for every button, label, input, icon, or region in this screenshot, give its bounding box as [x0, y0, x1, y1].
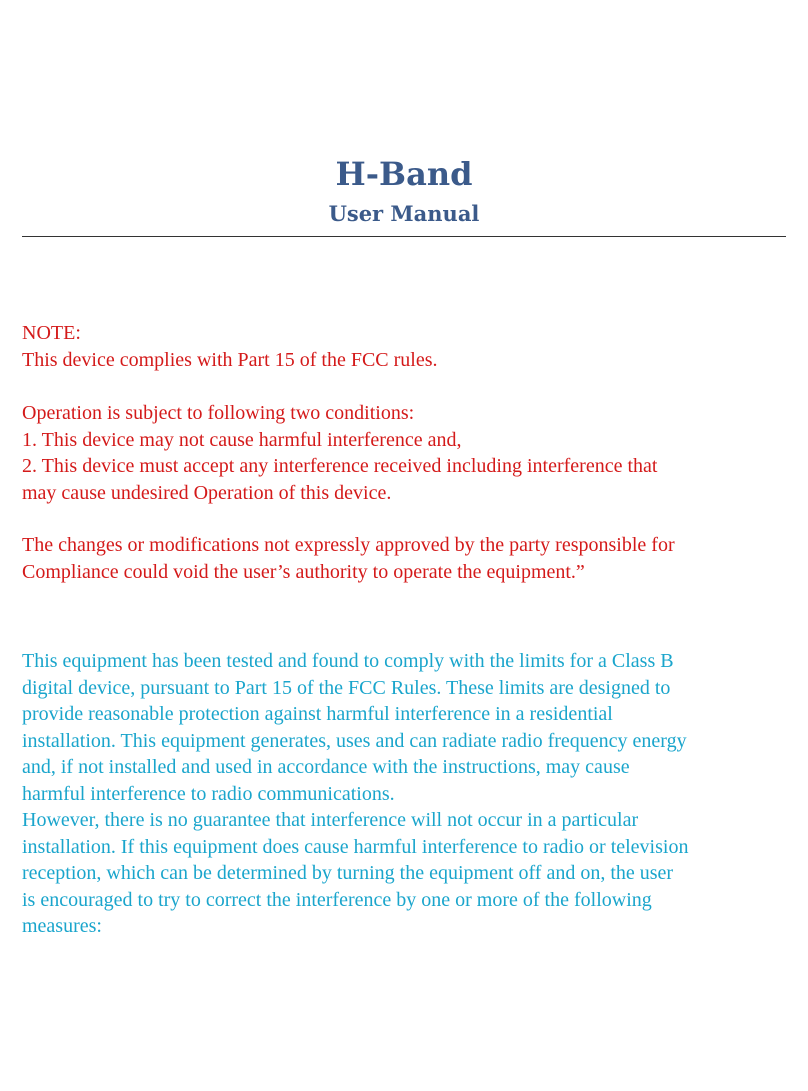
document-title: H-Band — [335, 155, 473, 193]
note-heading: NOTE: — [22, 322, 81, 344]
condition-item-2-line-1: 2. This device must accept any interference received including interference that — [22, 455, 658, 477]
header-divider — [22, 236, 786, 237]
class-b-statement-section — [22, 648, 792, 940]
class-b-line: harmful interference to radio communications. — [22, 782, 395, 805]
class-b-line: is encouraged to try to correct the interference by one or more of the following — [22, 888, 652, 911]
condition-item-2-line-2: may cause undesired Operation of this device. — [22, 481, 392, 504]
class-b-line: provide reasonable protection against harmful interference in a residential — [22, 703, 613, 725]
class-b-line: installation. If this equipment does cause harmful interference to radio or television — [22, 835, 689, 858]
note-compliance-line: This device complies with Part 15 of the FCC rules. — [22, 348, 438, 371]
class-b-line: and, if not installed and used in accordance with the instructions, may cause — [22, 756, 630, 778]
class-b-line: digital device, pursuant to Part 15 of the FCC Rules. These limits are designed to — [22, 676, 671, 699]
class-b-line: installation. This equipment generates, uses and can radiate radio frequency energy — [22, 729, 687, 752]
class-b-line: measures: — [22, 915, 102, 937]
fcc-note-section — [22, 320, 792, 373]
conditions-intro: Operation is subject to following two conditions: — [22, 402, 415, 424]
operation-conditions-section — [22, 400, 792, 506]
document-subtitle: User Manual — [328, 201, 480, 226]
modifications-line-1: The changes or modifications not expressly approved by the party responsible for — [22, 534, 675, 556]
condition-item-1: 1. This device may not cause harmful interference and, — [22, 428, 462, 451]
class-b-line: reception, which can be determined by turning the equipment off and on, the user — [22, 862, 674, 884]
modifications-warning-section — [22, 532, 792, 585]
class-b-line: This equipment has been tested and found to comply with the limits for a Class B — [22, 650, 674, 672]
modifications-line-2: Compliance could void the user’s authority to operate the equipment.” — [22, 560, 585, 583]
class-b-line: However, there is no guarantee that interference will not occur in a particular — [22, 809, 639, 831]
